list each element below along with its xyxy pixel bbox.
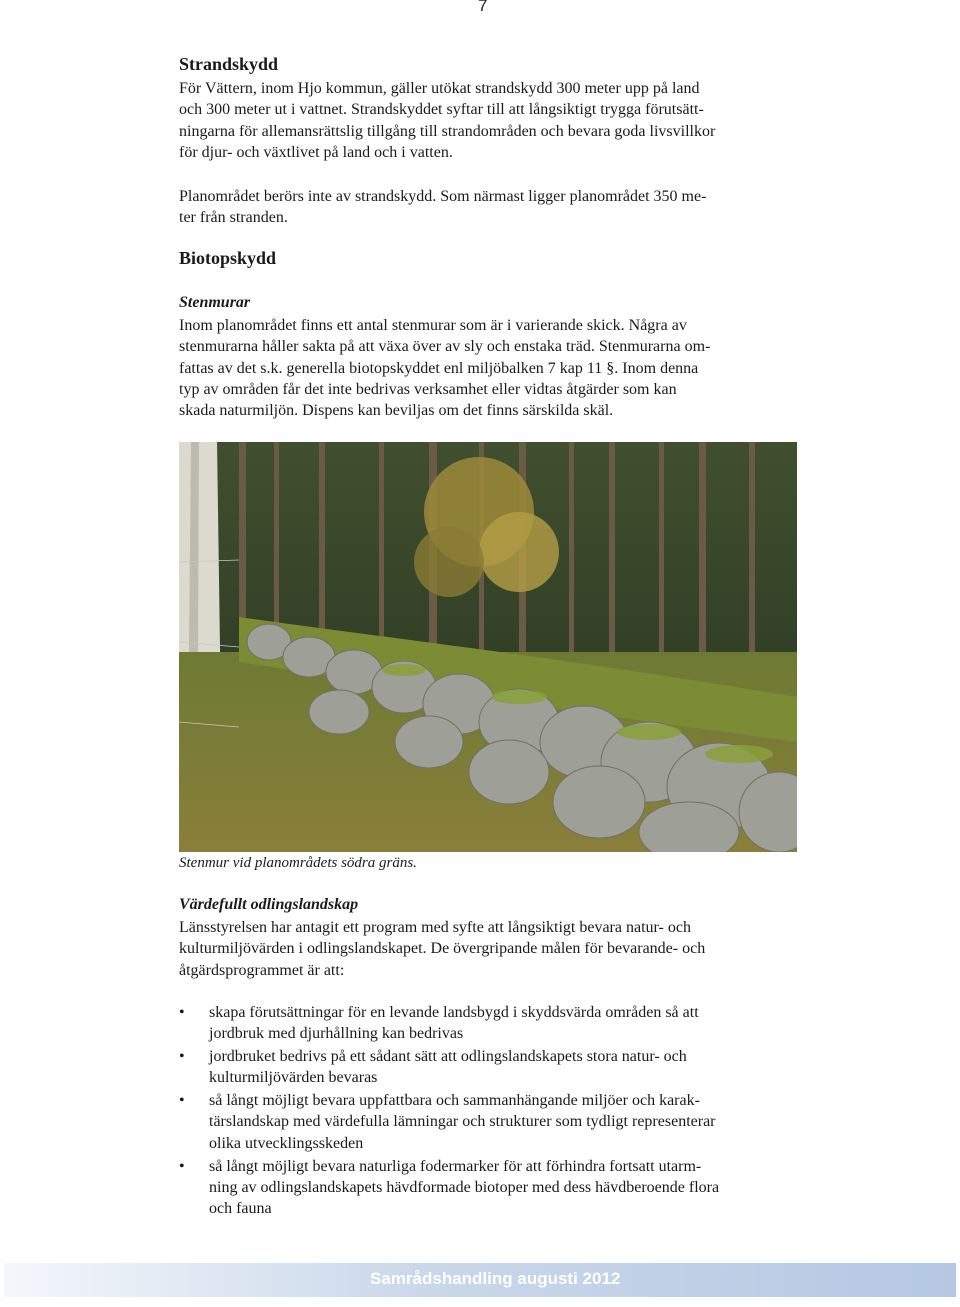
heading-strandskydd: Strandskydd: [179, 54, 279, 74]
text-line: så långt möjligt bevara uppfattbara och sammanhängande miljöer och karak-: [209, 1092, 700, 1110]
paragraph-strandskydd-1: [179, 78, 799, 163]
text-line: så långt möjligt bevara naturliga fodermarker för att förhindra fortsatt utarm-: [209, 1157, 702, 1175]
text-line: för djur- och växtlivet på land och i vatten.: [179, 143, 453, 161]
text-line: skapa förutsättningar för en levande landsbygd i skyddsvärda områden så att: [209, 1004, 699, 1021]
text-line: Inom planområdet finns ett antal stenmurar som är i varierande skick. Några av: [179, 317, 687, 334]
list-item: [179, 1156, 799, 1220]
list-item: [179, 1090, 799, 1154]
text-line: åtgärdsprogrammet är att:: [179, 961, 345, 979]
text-line: jordbruket bedrivs på ett sådant sätt att odlingslandskapets stora natur- och: [209, 1048, 687, 1066]
text-line: ter från stranden.: [179, 209, 288, 227]
bullet-icon: •: [179, 1092, 185, 1110]
paragraph-stenmurar: [179, 315, 799, 421]
heading-biotopskydd: Biotopskydd: [179, 248, 277, 268]
bullet-icon: •: [179, 1157, 185, 1175]
list-item: [179, 1046, 799, 1089]
bullet-icon: •: [179, 1048, 185, 1066]
page-number: 7: [478, 0, 488, 15]
stone-wall-photo: [179, 442, 797, 852]
text-line: stenmurarna håller sakta på att växa över av sly och enstaka träd. Stenmurarna om-: [179, 338, 711, 356]
text-line: ning av odlingslandskapets hävdformade biotoper med dess hävdberoende flora: [209, 1178, 720, 1196]
paragraph-odlingslandskap: [179, 917, 799, 981]
text-line: skada naturmiljön. Dispens kan beviljas om det finns särskilda skäl.: [179, 402, 614, 420]
text-line: Länsstyrelsen har antagit ett program med syfte att långsiktigt bevara natur- och: [179, 919, 691, 936]
text-line: och 300 meter ut i vattnet. Strandskyddet syftar till att långsiktigt trygga förutsätt-: [179, 101, 704, 119]
text-line: kulturmiljövärden i odlingslandskapet. De övergripande målen för bevarande- och: [179, 940, 706, 958]
paragraph-strandskydd-2: [179, 186, 799, 229]
text-line: tärslandskap med värdefulla lämningar och strukturer som tydligt representerar: [209, 1113, 716, 1131]
bullet-icon: •: [179, 1004, 185, 1021]
text-line: jordbruk med djurhållning kan bedrivas: [209, 1025, 464, 1043]
goals-list: [179, 1002, 799, 1221]
text-line: och fauna: [209, 1200, 272, 1218]
text-line: kulturmiljövärden bevaras: [209, 1069, 378, 1087]
text-line: För Vättern, inom Hjo kommun, gäller utökat strandskydd 300 meter upp på land: [179, 80, 700, 97]
text-line: typ av områden får det inte bedrivas verksamhet eller vidtas åtgärder som kan: [179, 380, 677, 398]
text-line: Planområdet berörs inte av strandskydd. Som närmast ligger planområdet 350 me-: [179, 188, 707, 205]
text-line: olika utvecklingsskeden: [209, 1134, 364, 1152]
text-line: fattas av det s.k. generella biotopskyddet enl miljöbalken 7 kap 11 §. Inom denna: [179, 359, 699, 377]
text-line: ningarna för allemansrättslig tillgång till strandområden och bevara goda livsvillkor: [179, 122, 716, 140]
list-item: [179, 1002, 799, 1045]
heading-odlingslandskap: Värdefullt odlingslandskap: [179, 896, 359, 913]
footer-text: Samrådshandling augusti 2012: [370, 1269, 621, 1288]
photo-caption: Stenmur vid planområdets södra gräns.: [179, 855, 417, 871]
footer-bar: [4, 1263, 956, 1297]
heading-stenmurar: Stenmurar: [179, 294, 251, 311]
